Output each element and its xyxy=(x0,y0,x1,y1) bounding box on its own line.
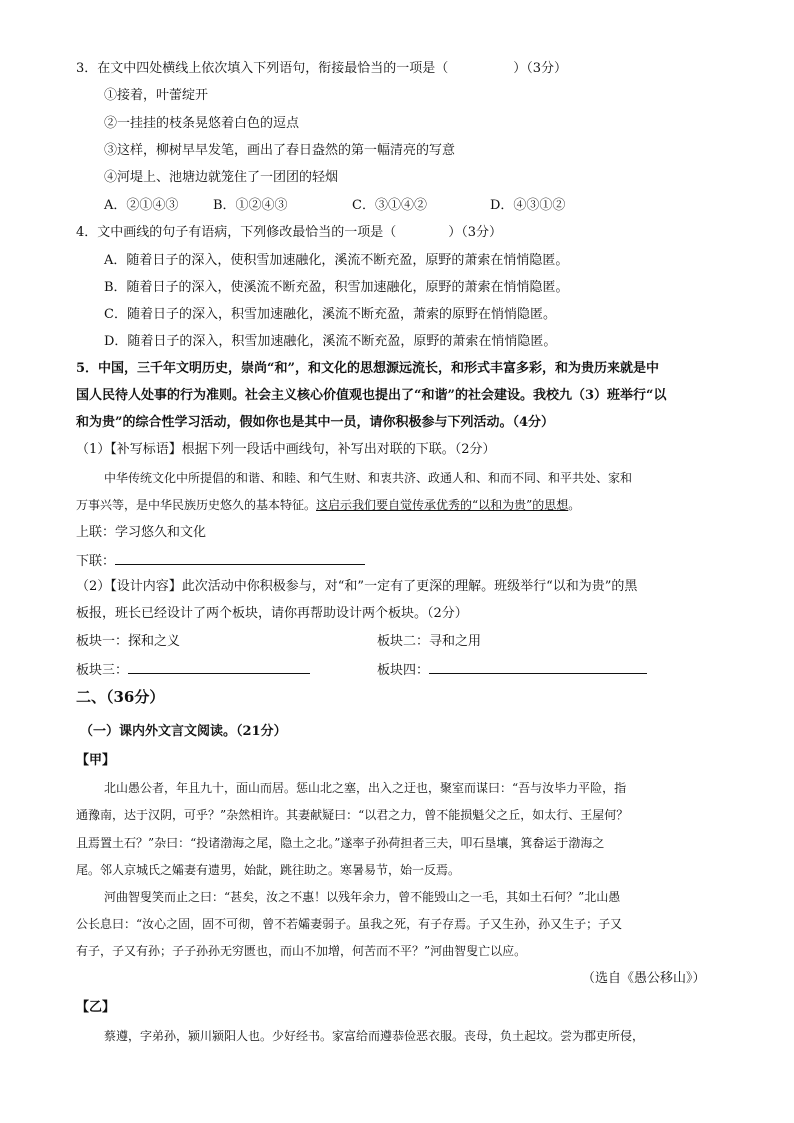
q3-option-b: B．①②④③ xyxy=(213,198,288,213)
q5-sub2-stem-line-1: （2）【设计内容】此次活动中你积极参与，对“和”一定有了更深的理解。班级举行“以和为贵”的黑 xyxy=(76,579,638,594)
jia-line-4: 尾。邻人京城氏之孀妻有遗男，始龀，跳往助之。寒暑易节，始一反焉。 xyxy=(76,863,461,877)
q5-passage-end: 。 xyxy=(568,498,581,512)
q3-item-4: ④河堤上、池塘边就笼住了一团团的轻烟 xyxy=(104,170,339,185)
q3-item-3: ③这样，柳树早早发笔，画出了春日盎然的第一幅清亮的写意 xyxy=(104,143,456,158)
couplet-upper: 上联：学习悠久和文化 xyxy=(76,525,207,540)
q5-sub2-stem-line-2: 板报，班长已经设计了两个板块，请你再帮助设计两个板块。（2分） xyxy=(76,606,468,621)
jia-line-7: 有子，子又有孙；子子孙孙无穷匮也，而山不加增，何苦而不平？”河曲智叟亡以应。 xyxy=(76,944,527,958)
block-4-blank[interactable] xyxy=(429,660,647,674)
q5-intro-line-1: 5．中国，三千年文明历史，崇尚“和”，和文化的思想源远流长，和形式丰富多彩，和为贵历来就是中 xyxy=(76,361,660,376)
q4-option-a: A．随着日子的深入，使积雪加速融化，溪流不断充盈，原野的萧索在悄悄隐匿。 xyxy=(104,253,569,268)
jia-source: （选自《愚公移山》） xyxy=(582,971,706,986)
passage-jia-label: 【甲】 xyxy=(76,753,116,768)
q3-option-c: C．③①④② xyxy=(352,198,427,213)
jia-line-1: 北山愚公者，年且九十，面山而居。惩山北之塞，出入之迂也，聚室而谋曰：“吾与汝毕力平险，指 xyxy=(104,781,627,795)
passage-yi-label: 【乙】 xyxy=(76,1000,116,1015)
q5-passage-underlined: 这启示我们要自觉传承优秀的“以和为贵”的思想 xyxy=(316,498,569,512)
q5-passage-line-1: 中华传统文化中所提倡的和谐、和睦、和气生财、和衷共济、政通人和、和而不同、和平共处、家和 xyxy=(104,471,633,485)
couplet-lower-blank[interactable] xyxy=(115,551,365,565)
q4-stem: 4．文中画线的句子有语病，下列修改最恰当的一项是（ ）（3分） xyxy=(76,225,503,240)
block-3 xyxy=(76,660,310,680)
q5-passage-line-2 xyxy=(76,496,580,514)
jia-line-6: 公长息曰：“汝心之固，固不可彻，曾不若孀妻弱子。虽我之死，有子存焉。子又生孙，孙又生子；子又 xyxy=(76,917,623,931)
section-2-title: 二、（36分） xyxy=(76,688,165,706)
block-3-label: 板块三： xyxy=(76,663,129,678)
couplet-lower xyxy=(76,551,365,571)
block-1: 板块一：探和之义 xyxy=(76,634,181,649)
q4-option-c: C．随着日子的深入，积雪加速融化，溪流不断充盈，萧索的原野在悄悄隐匿。 xyxy=(104,307,556,322)
q5-passage-plain: 万事兴等，是中华民族历史悠久的基本特征。 xyxy=(76,498,317,512)
block-4 xyxy=(377,660,647,680)
block-3-blank[interactable] xyxy=(128,660,310,674)
q3-option-d: D．④③①② xyxy=(490,198,566,213)
couplet-lower-label: 下联： xyxy=(76,554,116,569)
block-4-label: 板块四： xyxy=(377,663,430,678)
q3-item-2: ②一挂挂的枝条晃悠着白色的逗点 xyxy=(104,116,300,131)
yi-line-1: 蔡遵，字弟孙，颍川颍阳人也。少好经书。家富给而遵恭俭恶衣服。丧母，负土起坟。尝为郡吏所侵， xyxy=(104,1029,645,1043)
jia-line-5: 河曲智叟笑而止之曰：“甚矣，汝之不惠！以残年余力，曾不能毁山之一毛，其如土石何？”北山愚 xyxy=(104,890,621,904)
q5-sub1-stem: （1）【补写标语】根据下列一段话中画线句，补写出对联的下联。（2分） xyxy=(76,442,496,457)
section-2-part-1: （一）课内外文言文阅读。（21分） xyxy=(80,724,287,739)
q3-item-1: ①接着，叶蕾绽开 xyxy=(104,88,209,103)
q3-stem: 3．在文中四处横线上依次填入下列语句，衔接最恰当的一项是（ ）（3分） xyxy=(76,61,568,76)
q5-intro-line-2: 国人民待人处事的行为准则。社会主义核心价值观也提出了“和谐”的社会建设。我校九（3）班举行“以 xyxy=(76,388,667,403)
q4-option-b: B．随着日子的深入，使溪流不断充盈，积雪加速融化，原野的萧索在悄悄隐匿。 xyxy=(104,280,569,295)
q3-option-a: A．②①④③ xyxy=(104,198,179,213)
block-2: 板块二：寻和之用 xyxy=(377,634,482,649)
q5-intro-line-3: 和为贵”的综合性学习活动，假如你也是其中一员，请你积极参与下列活动。（4分） xyxy=(76,415,555,430)
jia-line-3: 且焉置土石？”杂曰：“投诸渤海之尾，隐土之北。”遂率子孙荷担者三夫，叩石垦壤，箕畚运于渤海之 xyxy=(76,836,605,850)
q4-option-d: D．随着日子的深入，积雪加速融化，溪流不断充盈，原野的萧索在悄悄隐匿。 xyxy=(104,334,557,349)
jia-line-2: 通豫南，达于汉阴，可乎？”杂然相许。其妻献疑曰：“以君之力，曾不能损魁父之丘，如太行、王屋何？ xyxy=(76,808,629,822)
